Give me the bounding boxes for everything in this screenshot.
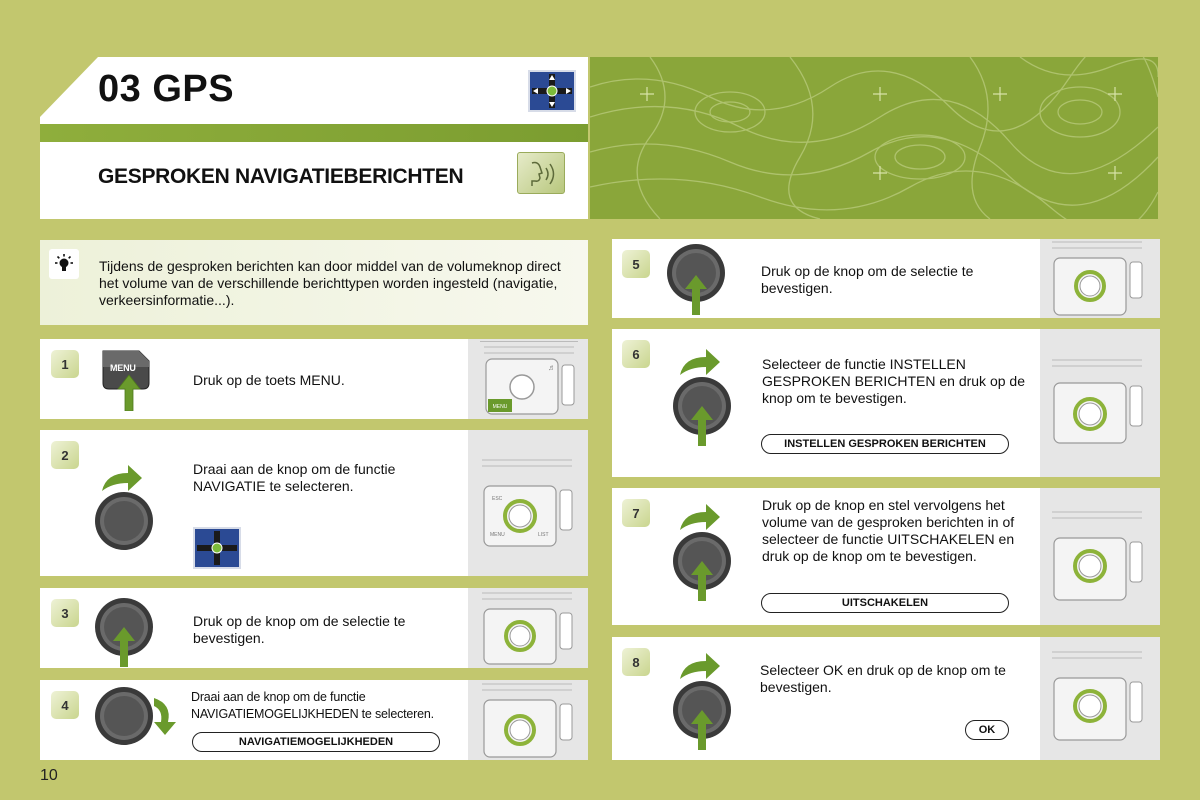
step-6-radio-illustration (1048, 358, 1150, 448)
rotate-press-knob-icon (671, 376, 733, 451)
lightbulb-icon (49, 249, 79, 279)
step-7-badge: 7 (622, 499, 650, 527)
step-8-badge: 8 (622, 648, 650, 676)
step-3-text: Druk op de knop om de selectie te bevestigen. (193, 613, 406, 646)
step-1-text: Druk op de toets MENU. (193, 372, 345, 388)
step-4-pill: NAVIGATIEMOGELIJKHEDEN (192, 732, 440, 752)
step-7-pill: UITSCHAKELEN (761, 593, 1009, 613)
step-2-nav-icon (193, 527, 241, 569)
page-title: 03 GPS (98, 68, 235, 110)
topographic-map-banner (590, 57, 1158, 219)
step-2-badge: 2 (51, 441, 79, 469)
step-5-text: Druk op de knop om de selectie te bevestigen. (761, 263, 974, 296)
voice-speaking-icon (517, 152, 565, 194)
step-6-text: Selecteer de functie INSTELLEN GESPROKEN BERICHTEN en druk op de knop om te bevestigen. (762, 356, 1025, 406)
step-3-badge: 3 (51, 599, 79, 627)
step-7-text: Druk op de knop en stel vervolgens het volume van de gesproken berichten in of selecteer de functie UITSCHAKELEN en druk op de knop om te bevestigen. (762, 497, 1015, 564)
step-3-radio-illustration (478, 591, 580, 667)
svg-text:MENU: MENU (490, 532, 505, 538)
menu-button-icon (97, 349, 152, 411)
page-number: 10 (40, 767, 58, 784)
svg-text:ESC: ESC (492, 496, 503, 502)
svg-text:♬: ♬ (548, 363, 556, 372)
info-text: Tijdens de gesproken berichten kan door middel van de volumeknop direct het volume van de verschillende berichttypen worden ingesteld (navigatie, verkeersinformatie...). (99, 258, 561, 308)
page-subtitle: GESPROKEN NAVIGATIEBERICHTEN (98, 165, 464, 188)
step-5-radio-illustration (1048, 240, 1150, 318)
step-8-text: Selecteer OK en druk op de knop om te bevestigen. (760, 662, 1006, 695)
svg-text:MENU: MENU (492, 404, 508, 410)
menu-button-label: MENU (110, 363, 136, 373)
rotate-down-arrow-icon (152, 696, 182, 741)
press-knob-icon (93, 597, 155, 672)
rotary-knob-icon (93, 491, 155, 556)
press-knob-icon (665, 243, 727, 320)
step-1-badge: 1 (51, 350, 79, 378)
step-7-radio-illustration (1048, 510, 1150, 606)
svg-text:LIST: LIST (538, 532, 549, 538)
step-2-text: Draai aan de knop om de functie NAVIGATIE te selecteren. (193, 461, 396, 494)
rotate-press-knob-icon (671, 680, 733, 755)
step-2-radio-illustration (478, 458, 580, 558)
rotate-press-knob-icon (671, 531, 733, 606)
step-6-pill: INSTELLEN GESPROKEN BERICHTEN (761, 434, 1009, 454)
step-4-text: Draai aan de knop om de functie NAVIGATIEMOGELIJKHEDEN te selecteren. (191, 690, 434, 721)
step-8-radio-illustration (1048, 650, 1150, 746)
step-5-badge: 5 (622, 250, 650, 278)
rotary-knob-icon (93, 686, 155, 751)
step-1-radio-illustration (478, 339, 580, 419)
nav-icon (528, 70, 576, 112)
step-8-pill: OK (965, 720, 1009, 740)
step-4-radio-illustration (478, 682, 580, 760)
step-4-badge: 4 (51, 691, 79, 719)
step-6-badge: 6 (622, 340, 650, 368)
